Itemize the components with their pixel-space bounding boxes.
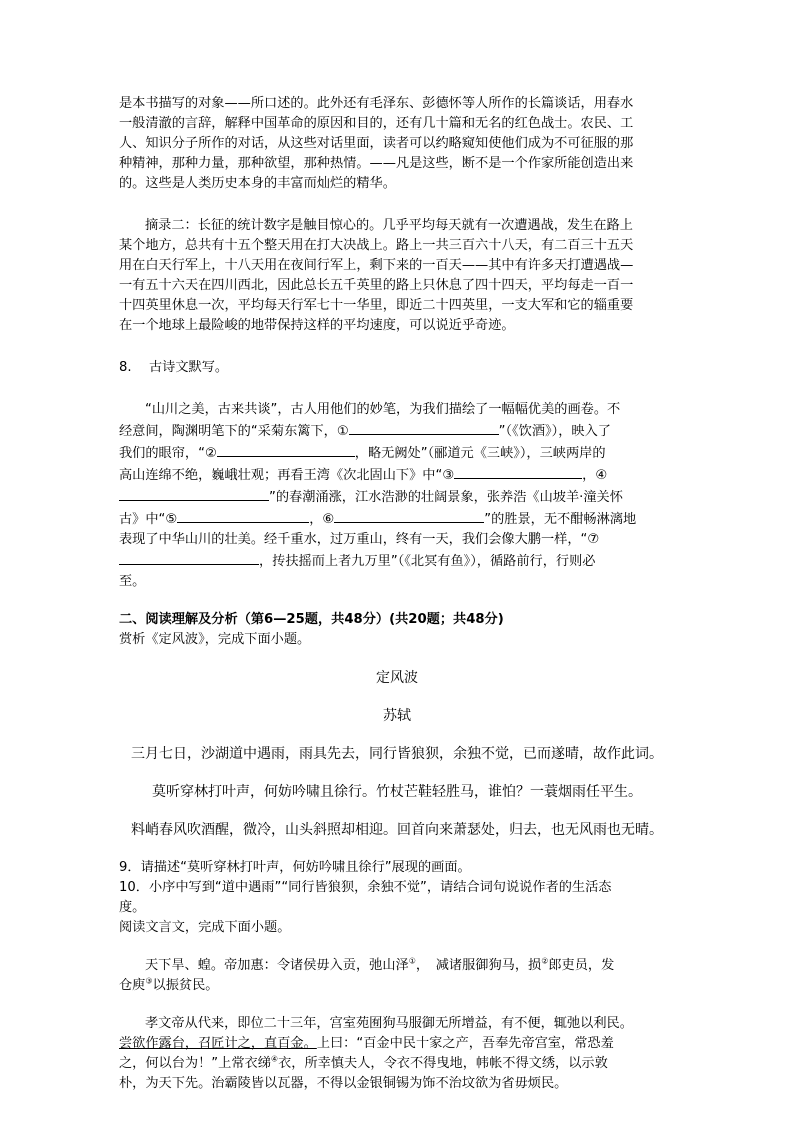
text-span: ”的春潮涌涨，江水浩渺的壮阔景象，张养浩《山坡羊·潼关怀 <box>269 490 623 505</box>
text-line: 摘录二：长征的统计数字是触目惊心的。几乎平均每天就有一次遭遇战，发生在路上 <box>145 218 633 233</box>
text-line: “山川之美，古来共谈”，古人用他们的妙笔，为我们描绘了一幅幅优美的画卷。不 <box>145 402 621 417</box>
text-span: 以振贫民。 <box>152 978 219 993</box>
classical-intro: 阅读文言文，完成下面小题。 <box>119 920 291 935</box>
text-span: ，⑥ <box>309 512 335 527</box>
text-span: ， 减诸服御狗马，损 <box>415 958 542 973</box>
text-line <box>119 420 675 442</box>
question-8-title: 8. 古诗文默写。 <box>119 360 229 375</box>
text-line: 至。 <box>119 574 146 589</box>
poem-preface: 三月七日，沙湖道中遇雨，雨具先去，同行皆狼狈，余独不觉，已而遂晴，故作此词。 <box>131 746 663 762</box>
text-span: 我们的眼帘，“② <box>119 446 217 461</box>
text-span: 之，何以台为！”上常衣绨 <box>119 1056 271 1071</box>
fill-blank-6[interactable] <box>334 508 484 523</box>
text-line <box>119 1034 675 1054</box>
text-line: 种精神，那种力量，那种欲望，那种热情。——凡是这些，断不是一个作家所能创造出来 <box>119 156 634 171</box>
text-line: 十四英里休息一次，平均每天行军七十一华里，即近二十四英里，一支大军和它的辎重要 <box>119 298 634 313</box>
text-line: 在一个地球上最险峻的地带保持这样的平均速度，可以说近乎奇迹。 <box>119 318 515 333</box>
text-line: 表现了中华山川的壮美。经千重水，过万重山，终有一天，我们会像大鹏一样，“⑦ <box>119 532 600 547</box>
classical-passage-1 <box>119 956 675 996</box>
text-line <box>119 508 675 530</box>
text-line: 人、知识分子所作的对话，从这些对话里面，读者可以约略窥知使他们成为不可征服的那 <box>119 136 634 151</box>
text-span: ，略无阙处”（郦道元《三峡》），三峡两岸的 <box>354 446 606 461</box>
text-line: 孝文帝从代来，即位二十三年，宫室苑囿狗马服御无所增益，有不便，辄弛以利民。 <box>145 1016 633 1031</box>
text-line <box>119 956 675 976</box>
text-line: 一般清澈的言辞，解释中国革命的原因和目的，还有几十篇和无名的红色战士。农民、工 <box>119 116 634 131</box>
poem-stanza-1: 莫听穿林打叶声，何妨吟啸且徐行。竹杖芒鞋轻胜马，谁怕？一蓑烟雨任平生。 <box>152 784 642 800</box>
text-line <box>119 464 675 486</box>
text-line: 一有五十六天在四川西北，因此总长五千英里的路上只休息了四十四天，平均每走一百一 <box>119 278 634 293</box>
text-span: 衣，所幸慎夫人，令衣不得曳地，帏帐不得文绣，以示敦 <box>278 1056 608 1071</box>
text-span: 郎吏员，发 <box>548 958 615 973</box>
text-line: 朴，为天下先。治霸陵皆以瓦器，不得以金银铜锡为饰不治坟欲为省毋烦民。 <box>119 1076 568 1091</box>
fill-blank-7[interactable] <box>119 550 259 565</box>
text-line: 是本书描写的对象——所口述的。此外还有毛泽东、彭德怀等人所作的长篇谈话，用春水 <box>119 96 634 111</box>
text-line <box>119 550 675 572</box>
fill-blank-4[interactable] <box>119 486 269 501</box>
section-intro: 赏析《定风波》，完成下面小题。 <box>119 632 311 647</box>
text-line: 某个地方，总共有十五个整天用在打大决战上。路上一共三百六十八天，有二百三十五天 <box>119 238 634 253</box>
text-span: ，④ <box>582 468 608 483</box>
text-line <box>119 976 675 996</box>
section-heading: 二、阅读理解及分析（第6—25题，共48分）(共20题；共48分) <box>119 612 504 627</box>
fill-blank-3[interactable] <box>454 464 582 479</box>
text-span: 古》中“⑤ <box>119 512 178 527</box>
footnote-marker: ③ <box>145 976 153 986</box>
footnote-marker: ① <box>408 956 416 966</box>
text-span: 高山连绵不绝，巍峨壮观；再看王湾《次北固山下》中“③ <box>119 468 455 483</box>
question-10-line: 度。 <box>119 900 146 915</box>
text-span: 上曰：“百金中民十家之产，吾奉先帝宫室，常恐羞 <box>316 1036 614 1051</box>
fill-blank-1[interactable] <box>349 420 499 435</box>
poem-title: 定风波 <box>376 670 418 686</box>
question-8-body <box>119 400 675 592</box>
footnote-marker: ② <box>541 956 549 966</box>
footnote-marker: ④ <box>270 1054 279 1064</box>
text-line <box>119 442 675 464</box>
text-line: 的。这些是人类历史本身的丰富而灿烂的精华。 <box>119 176 396 191</box>
poem-stanza-2: 料峭春风吹酒醒，微冷，山头斜照却相迎。回首向来萧瑟处，归去，也无风雨也无晴。 <box>131 822 663 838</box>
passage-excerpt-2 <box>119 216 675 336</box>
text-span: 天下旱、蝗。帝加惠：令诸侯毋入贡，弛山泽 <box>145 958 409 973</box>
fill-blank-5[interactable] <box>177 508 309 523</box>
question-9: 9．请描述“莫听穿林打叶声，何妨吟啸且徐行”展现的画面。 <box>119 860 471 875</box>
text-line: 用在白天行军上，十八天用在夜间行军上，剩下来的一百天——其中有许多天打遭遇战— <box>119 258 634 273</box>
fill-blank-2[interactable] <box>217 442 355 457</box>
passage-excerpt-1 <box>119 94 675 194</box>
text-span: ”（《饮酒》），映入了 <box>498 424 611 439</box>
poem-author: 苏轼 <box>383 708 411 724</box>
classical-passage-2 <box>119 1014 675 1094</box>
text-line <box>119 486 675 508</box>
text-span: ”的胜景，无不酣畅淋漓地 <box>484 512 637 527</box>
underlined-sentence: 尝欲作露台，召匠计之，直百金。 <box>119 1036 317 1051</box>
text-span: 仓庾 <box>119 978 146 993</box>
text-span: 经意间，陶渊明笔下的“采菊东篱下，① <box>119 424 349 439</box>
question-10-line: 10．小序中写到“道中遇雨”“同行皆狼狈，余独不觉”，请结合词句说说作者的生活态 <box>119 880 612 895</box>
document-page <box>119 94 675 1094</box>
text-span: ，抟扶摇而上者九万里”（《北冥有鱼》），循路前行，行则必 <box>259 554 596 569</box>
text-line <box>119 1054 675 1074</box>
